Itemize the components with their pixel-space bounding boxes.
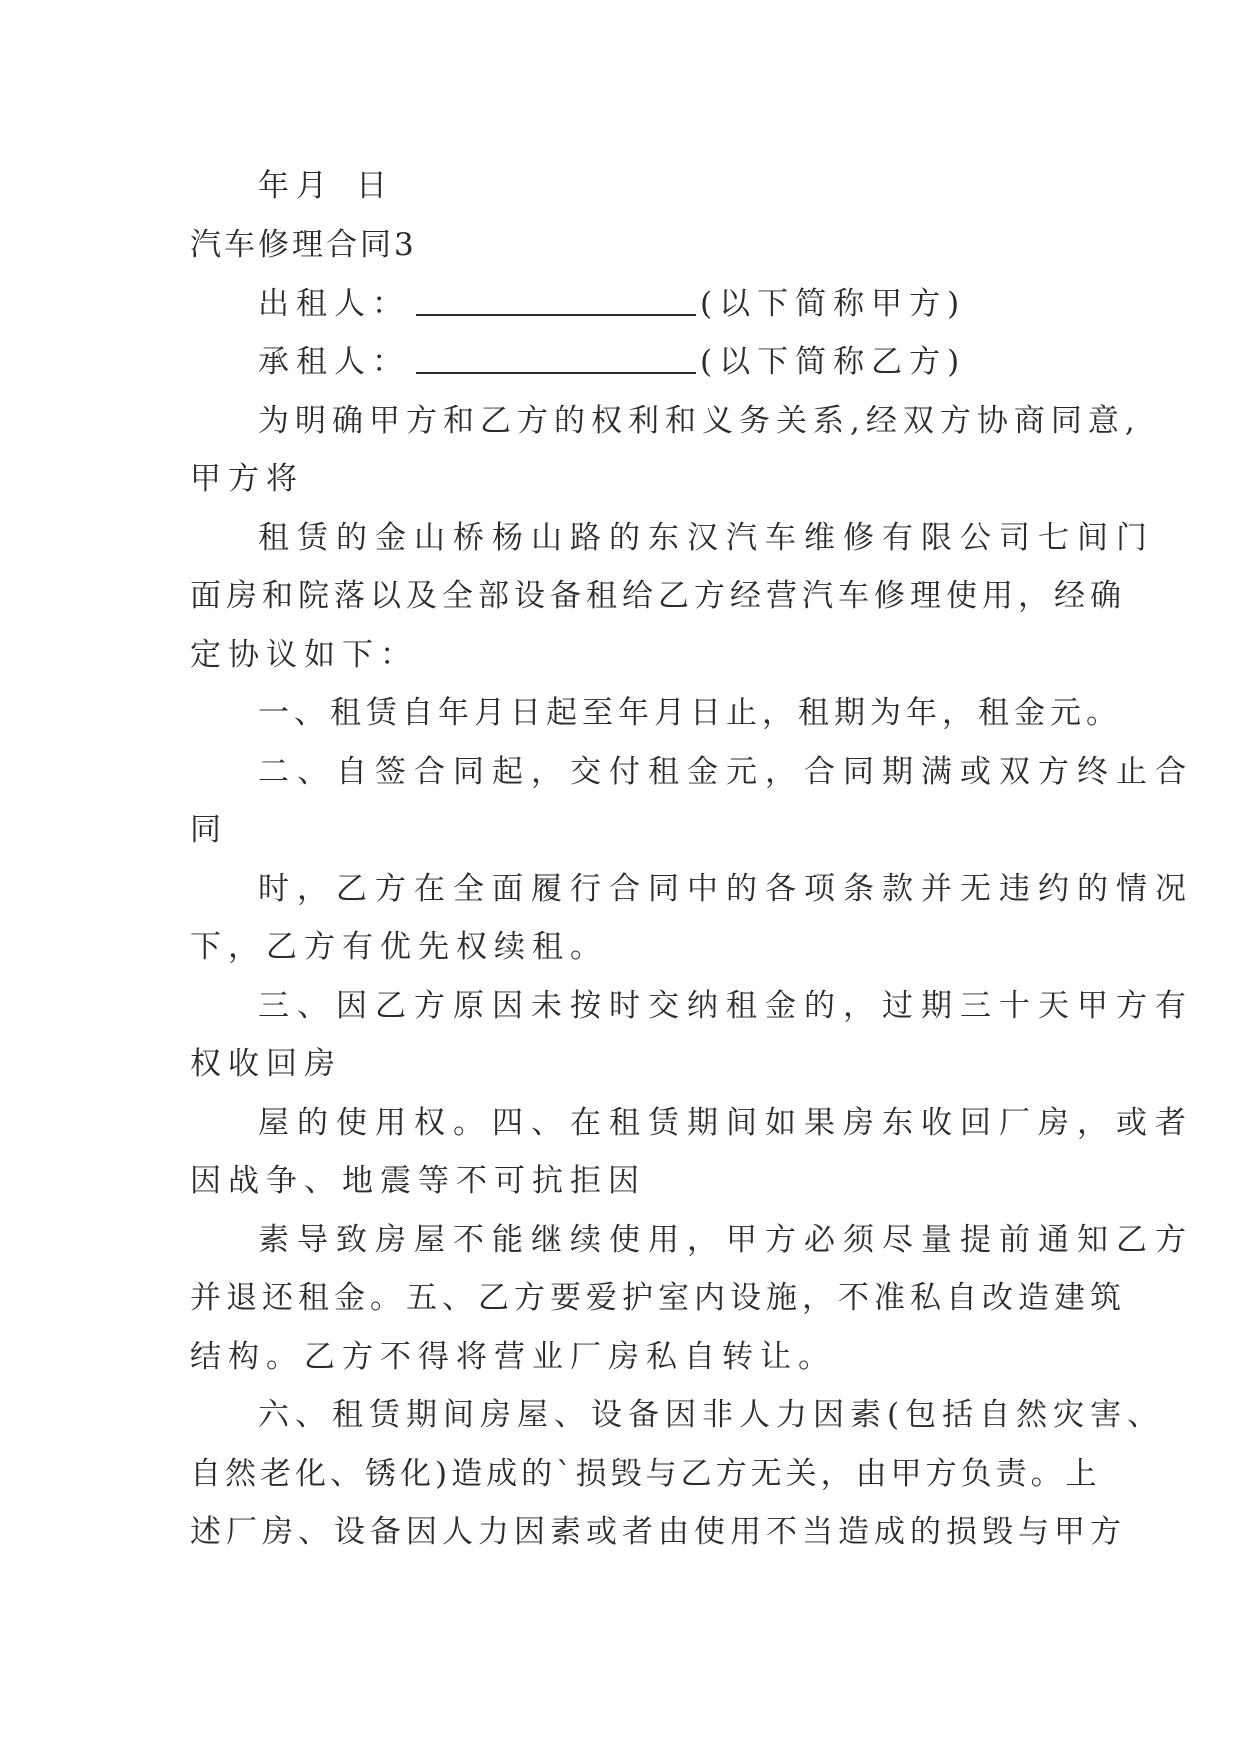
lessee-blank — [416, 342, 696, 374]
lessee-suffix: (以下简称乙方) — [700, 344, 967, 380]
body-line: 同 — [190, 812, 228, 848]
body-line: 因战争、地震等不可抗拒因 — [190, 1163, 646, 1199]
clause-2: 二、自签合同起，交付租金元，合同期满或双方终止合 — [258, 754, 1194, 790]
body-line: 时，乙方在全面履行合同中的各项条款并无违约的情况 — [258, 871, 1194, 907]
body-line: 述厂房、设备因人力因素或者由使用不当造成的损毁与甲方 — [190, 1514, 1126, 1550]
body-line: 下，乙方有优先权续租。 — [190, 929, 608, 965]
lessee-label: 承租人： — [258, 344, 410, 380]
body-line: 为明确甲方和乙方的权利和义务关系,经双方协商同意, — [258, 403, 1141, 439]
clause-1: 一、租赁自年月日起至年月日止，租期为年，租金元。 — [258, 695, 1122, 731]
body-line: 结构。乙方不得将营业厂房私自转让。 — [190, 1339, 836, 1375]
body-line: 租赁的金山桥杨山路的东汉汽车维修有限公司七间门 — [258, 520, 1155, 556]
clause-5: 并退还租金。五、乙方要爱护室内设施，不准私自改造建筑 — [190, 1280, 1126, 1316]
clause-4: 屋的使用权。四、在租赁期间如果房东收回厂房，或者 — [258, 1105, 1194, 1141]
body-line: 自然老化、锈化)造成的`损毁与乙方无关，由甲方负责。上 — [190, 1456, 1101, 1492]
body-line: 定协议如下： — [190, 637, 418, 673]
body-line: 权收回房 — [190, 1046, 342, 1082]
date-year-month: 年月 — [258, 168, 334, 204]
date-line — [258, 166, 394, 206]
lessor-line — [258, 284, 966, 324]
body-line: 面房和院落以及全部设备租给乙方经营汽车修理使用，经确 — [190, 578, 1126, 614]
body-line: 素导致房屋不能继续使用，甲方必须尽量提前通知乙方 — [258, 1222, 1194, 1258]
lessor-label: 出租人： — [258, 286, 410, 322]
clause-6: 六、租赁期间房屋、设备因非人力因素(包括自然灾害、 — [258, 1397, 1165, 1433]
clause-3: 三、因乙方原因未按时交纳租金的，过期三十天甲方有 — [258, 988, 1194, 1024]
date-day: 日 — [356, 168, 394, 204]
body-line: 甲方将 — [190, 461, 304, 497]
lessee-line — [258, 342, 966, 382]
document-title: 汽车修理合同3 — [190, 227, 417, 263]
lessor-suffix: (以下简称甲方) — [700, 286, 967, 322]
lessor-blank — [416, 284, 696, 316]
